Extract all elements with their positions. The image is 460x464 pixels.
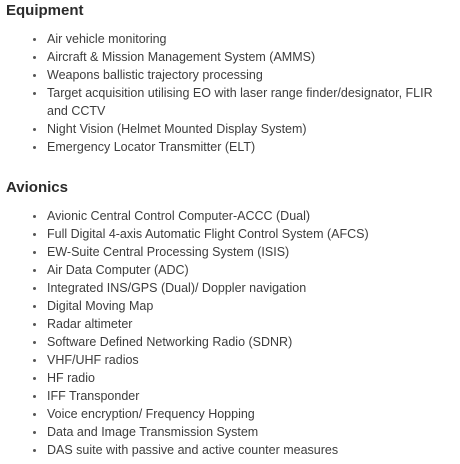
list-item: VHF/UHF radios xyxy=(30,351,455,369)
section-heading-equipment: Equipment xyxy=(6,2,84,19)
list-item: Weapons ballistic trajectory processing xyxy=(30,66,455,84)
list-item: DAS suite with passive and active counter measures xyxy=(30,441,455,459)
list-item: Target acquisition utilising EO with laser range finder/designator, FLIR and CCTV xyxy=(30,84,455,120)
list-item: HF radio xyxy=(30,369,455,387)
avionics-list xyxy=(30,207,455,459)
list-item: Air vehicle monitoring xyxy=(30,30,455,48)
list-item: Software Defined Networking Radio (SDNR) xyxy=(30,333,455,351)
list-item: Night Vision (Helmet Mounted Display System) xyxy=(30,120,455,138)
list-item: Radar altimeter xyxy=(30,315,455,333)
list-item: Air Data Computer (ADC) xyxy=(30,261,455,279)
list-item: Integrated INS/GPS (Dual)/ Doppler navigation xyxy=(30,279,455,297)
list-item: Avionic Central Control Computer-ACCC (Dual) xyxy=(30,207,455,225)
list-item: Digital Moving Map xyxy=(30,297,455,315)
section-heading-avionics: Avionics xyxy=(6,179,68,196)
list-item: Aircraft & Mission Management System (AMMS) xyxy=(30,48,455,66)
equipment-list xyxy=(30,30,455,156)
list-item: Data and Image Transmission System xyxy=(30,423,455,441)
list-item: EW-Suite Central Processing System (ISIS) xyxy=(30,243,455,261)
list-item: Emergency Locator Transmitter (ELT) xyxy=(30,138,455,156)
list-item: Full Digital 4-axis Automatic Flight Control System (AFCS) xyxy=(30,225,455,243)
list-item: IFF Transponder xyxy=(30,387,455,405)
list-item: Voice encryption/ Frequency Hopping xyxy=(30,405,455,423)
